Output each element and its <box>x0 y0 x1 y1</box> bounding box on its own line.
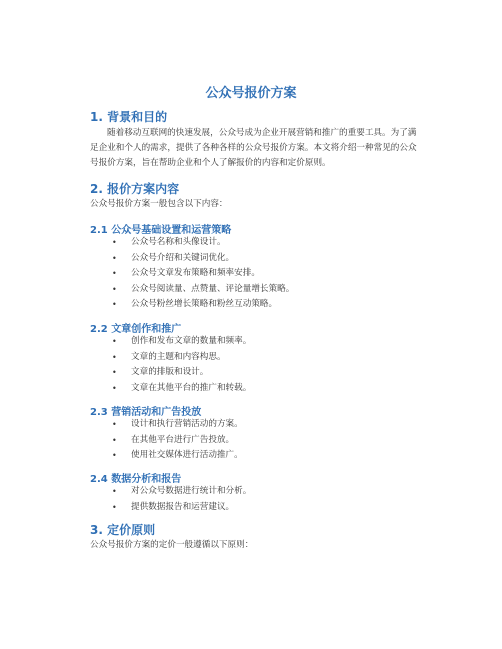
bullet-list-2-4 <box>0 484 251 515</box>
list-item: • 公众号名称和头像设计。 <box>0 235 294 251</box>
bullet-list-2-1 <box>0 235 294 313</box>
section-heading-background: 1. 背景和目的 <box>90 110 168 124</box>
document-title: 公众号报价方案 <box>205 86 297 101</box>
bullet-list-2-2 <box>0 334 251 396</box>
pricing-intro-paragraph: 公众号报价方案的定价一般遵循以下原则： <box>90 540 254 550</box>
section-heading-pricing: 3. 定价原则 <box>90 523 156 537</box>
bullet-list-2-3 <box>0 417 243 464</box>
list-item: • 文章的主题和内容构思。 <box>0 350 251 366</box>
list-item: • 公众号文章发布策略和频率安排。 <box>0 266 294 282</box>
list-item: • 在其他平台进行广告投放。 <box>0 433 243 449</box>
list-item: • 公众号粉丝增长策略和粉丝互动策略。 <box>0 297 294 313</box>
subsection-heading-2-1: 2.1 公众号基础设置和运营策略 <box>90 225 232 236</box>
subsection-heading-2-2: 2.2 文章创作和推广 <box>90 324 182 335</box>
list-item: • 公众号介绍和关键词优化。 <box>0 251 294 267</box>
section-heading-content: 2. 报价方案内容 <box>90 182 180 196</box>
list-item: • 文章的排版和设计。 <box>0 365 251 381</box>
list-item: • 提供数据报告和运营建议。 <box>0 500 251 516</box>
list-item: • 文章在其他平台的推广和转载。 <box>0 381 251 397</box>
list-item: • 对公众号数据进行统计和分析。 <box>0 484 251 500</box>
list-item: • 创作和发布文章的数量和频率。 <box>0 334 251 350</box>
subsection-heading-2-4: 2.4 数据分析和报告 <box>90 474 182 485</box>
background-paragraph: 随着移动互联网的快速发展，公众号成为企业开展营销和推广的重要工具。为了满足企业和个人的需求，提供了各种各样的公众号报价方案。本文将介绍一种常见的公众号报价方案，旨在帮助企业和个人了解报价的内容和定价原则。 <box>90 128 417 168</box>
list-item: • 设计和执行营销活动的方案。 <box>0 417 243 433</box>
content-intro-paragraph: 公众号报价方案一般包含以下内容： <box>90 199 228 209</box>
list-item: • 公众号阅读量、点赞量、评论量增长策略。 <box>0 282 294 298</box>
subsection-heading-2-3: 2.3 营销活动和广告投放 <box>90 407 202 418</box>
list-item: • 使用社交媒体进行活动推广。 <box>0 448 243 464</box>
